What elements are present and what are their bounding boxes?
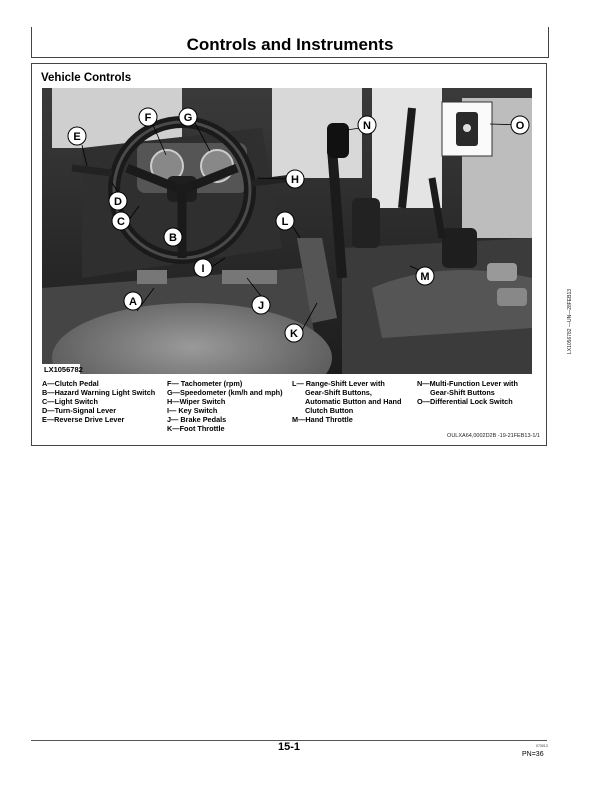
legend-item: M—Hand Throttle [292, 415, 353, 424]
callout-m [416, 267, 434, 285]
svg-text:B: B [169, 232, 177, 244]
legend-item: G—Speedometer (km/h and mph) [167, 388, 283, 397]
svg-text:H: H [291, 174, 299, 186]
legend-item: N—Multi-Function Lever with [417, 379, 518, 388]
legend-column-2 [167, 379, 283, 433]
callout-c [112, 212, 130, 230]
page-title: Controls and Instruments [186, 35, 394, 54]
callout-h [286, 170, 304, 188]
callout-a [124, 292, 142, 310]
legend-item: F— Tachometer (rpm) [167, 379, 243, 388]
callout-k [285, 324, 303, 342]
photo-id-label [42, 364, 83, 374]
cab-controls-photo [42, 88, 532, 374]
legend-item-continued: Gear-Shift Buttons, [305, 388, 372, 397]
svg-text:A: A [129, 296, 137, 308]
legend-item-continued: Clutch Button [305, 406, 354, 415]
legend-item: H—Wiper Switch [167, 397, 226, 406]
callout-i [194, 259, 212, 277]
svg-text:F: F [144, 112, 152, 124]
legend-item: B—Hazard Warning Light Switch [42, 388, 156, 397]
legend-item: J— Brake Pedals [167, 415, 227, 424]
callout-l [276, 212, 294, 230]
svg-text:C: C [117, 216, 125, 228]
pn-number: PN=36 [522, 751, 544, 758]
callout-g [179, 108, 197, 126]
legend-item: I— Key Switch [167, 406, 218, 415]
legend-item: L— Range-Shift Lever with [292, 379, 385, 388]
callout-n [358, 116, 376, 134]
legend-column-1 [42, 379, 155, 424]
legend-item: C—Light Switch [42, 397, 98, 406]
callout-j [252, 296, 270, 314]
legend-item: E—Reverse Drive Lever [42, 415, 125, 424]
legend-column-4 [417, 379, 518, 406]
svg-text:D: D [114, 196, 122, 208]
legend-item-continued: Gear-Shift Buttons [430, 388, 495, 397]
reference-code: OULXA64,0002D2B -19-21FEB13-1/1 [447, 433, 540, 439]
callout-e [68, 127, 86, 145]
svg-text:J: J [257, 300, 265, 312]
legend-item: A—Clutch Pedal [42, 379, 99, 388]
callout-o [511, 116, 529, 134]
svg-text:L: L [281, 216, 289, 228]
vehicle-controls-section [31, 63, 573, 446]
svg-text:G: G [183, 112, 193, 124]
page-number: 15-1 [277, 741, 301, 753]
title-box [31, 27, 549, 58]
svg-text:LX1056782: LX1056782 [44, 365, 83, 374]
print-date: 073013 [536, 744, 548, 748]
section-title: Vehicle Controls [41, 72, 132, 84]
svg-text:O: O [515, 120, 525, 132]
legend-item: O—Differential Lock Switch [417, 397, 513, 406]
svg-text:E: E [73, 131, 81, 143]
legend-item: D—Turn-Signal Lever [42, 406, 117, 415]
svg-text:K: K [290, 328, 298, 340]
callout-f [139, 108, 157, 126]
svg-text:I: I [201, 263, 205, 275]
legend-item-continued: Automatic Button and Hand [305, 397, 402, 406]
legend-item: K—Foot Throttle [167, 424, 225, 433]
svg-text:N: N [363, 120, 371, 132]
svg-text:M: M [420, 271, 430, 283]
callout-d [109, 192, 127, 210]
photo-side-id: LX1056782 —UN—28FEB13 [567, 288, 573, 354]
callout-b [164, 228, 182, 246]
legend-column-3 [292, 379, 401, 424]
